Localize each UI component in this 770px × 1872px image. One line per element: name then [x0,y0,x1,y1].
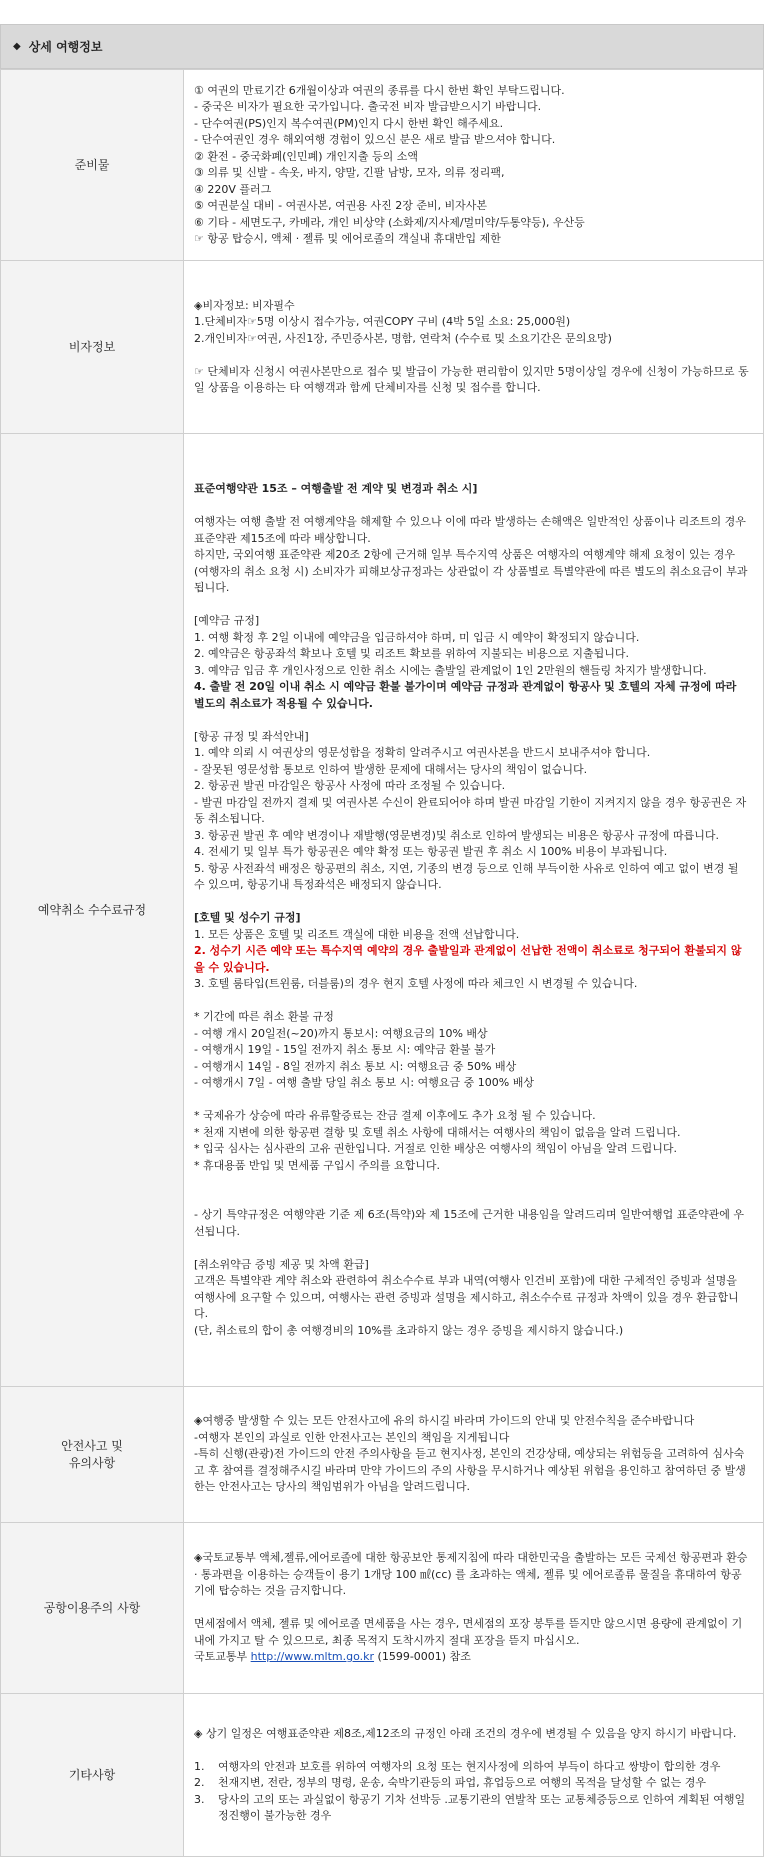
blank-line [194,347,749,364]
text-line: [호텔 및 성수기 규정] [194,911,301,924]
blank-line [194,498,749,515]
list-item: 3. 당사의 고의 또는 과실없이 항공기 기차 선박등 .교통기관의 연발착 또는 교통체증등으로 인하여 계획된 여행일정진행이 불가능한 경우 [194,1792,746,1822]
text-line: ④ 220V 플러그 [194,182,272,196]
row-etc [1,1694,764,1857]
row-label: 비자정보 [1,261,184,434]
text-line: 하지만, 국외여행 표준약관 제20조 2항에 근거해 일부 특수지역 상품은 여행자의 여행계약 해제 요청이 있는 경우(여행자의 취소 요청 시) 소비자가 피해보상규정과는 상관없이 각 상품별로 특별약관에 따른 별도의 취소요금이 부과됩니다. [194,548,748,594]
row-content [184,1387,764,1523]
text-line: 여행사에 요구할 수 있으며, 여행사는 관련 증빙과 설명을 제시하고, 취소수수료 규정과 차액이 있을 경우 환급합니다. [194,1290,739,1320]
reference-line: 국토교통부 http://www.mltm.go.kr (1599-0001) 참조 [194,1650,471,1664]
text-line: 3. 호텔 룸타입(트윈룸, 더블룸)의 경우 현지 호텔 사정에 따라 체크인 시 변경될 수 있습니다. [194,977,638,990]
text-line: ③ 의류 및 신발 - 속옷, 바지, 양말, 긴팔 남방, 모자, 의류 정리팩, [194,166,505,179]
blank-line [194,894,749,911]
text-line: - 상기 특약규정은 여행약관 기준 제 6조(특약)와 제 15조에 근거한 내용임을 알려드리며 일반여행업 표준약관에 우선됩니다. [194,1208,745,1238]
text-line: 2. 성수기 시즌 예약 또는 특수지역 예약의 경우 출발일과 관계없이 선납한 전액이 취소료로 청구되어 환불되지 않을 수 있습니다. [194,944,742,974]
text-line: - 여행개시 7일 - 여행 출발 당일 취소 통보 시: 여행요금 중 100% 배상 [194,1076,534,1089]
row-safety [1,1387,764,1523]
text-line: * 기간에 따른 취소 환불 규정 [194,1010,334,1023]
row-content [184,1523,764,1694]
row-label: 공항이용주의 사항 [1,1523,184,1694]
blank-line [194,1600,749,1617]
text-line: 면세점에서 액체, 젤류 및 에어로졸 면세품을 사는 경우, 면세점의 포장 봉투를 뜯지만 않으시면 용량에 관계없이 기내에 가지고 탈 수 있으므로, 최종 목적지 도착시까지 절대 포장을 뜯지 마십시오. [194,1617,743,1647]
text-line: 고객은 특별약관 계약 취소와 관련하여 취소수수료 부과 내역(여행사 인건비 포함)에 대한 구체적인 증빙과 설명을 [194,1274,737,1287]
text-line: ◈비자정보: 비자필수 [194,298,295,312]
row-supplies [1,70,764,261]
text-line: - 잘못된 영문성함 통보로 인하여 발생한 문제에 대해서는 당사의 책임이 없습니다. [194,762,588,776]
travel-info-panel [0,24,764,1857]
blank-line [194,993,749,1010]
text-line: - 단수여권인 경우 해외여행 경험이 있으신 분은 새로 발급 받으셔야 합니다. [194,133,556,146]
text-line: 2.개인비자☞여권, 사진1장, 주민증사본, 명함, 연락처 (수수료 및 소요기간은 문의요망) [194,331,612,345]
text-line: 4. 출발 전 20일 이내 취소 시 예약금 환불 불가이며 예약금 규정과 관계없이 항공사 및 호텔의 자체 규정에 따라 별도의 취소료가 적용될 수 있습니다. [194,680,737,710]
header-title: 상세 여행정보 [28,40,103,54]
row-content [184,434,764,1387]
text-line: ☞ 단체비자 신청시 여권사본만으로 접수 및 발급이 가능한 편리함이 있지만 5명이상일 경우에 신청이 가능하므로 동일 상품을 이용하는 타 여행객과 함께 단체비자를 신청 및 접수를 합니다. [194,364,749,394]
row-content [184,261,764,434]
blank-line [194,1240,749,1257]
text-line: [취소위약금 증빙 제공 및 차액 환급] [194,1257,369,1271]
text-line: 1. 여행 확정 후 2일 이내에 예약금을 입금하셔야 하며, 미 입금 시 예약이 확정되지 않습니다. [194,630,640,644]
text-line: 표준여행약관 15조 – 여행출발 전 계약 및 변경과 취소 시] [194,482,478,495]
text-line: - 중국은 비자가 필요한 국가입니다. 출국전 비자 발급받으시기 바랍니다. [194,100,542,113]
text-line: - 여행개시 14일 - 8일 전까지 취소 통보 시: 여행요금 중 50% 배상 [194,1059,517,1073]
mltm-link[interactable]: http://www.mltm.go.kr [250,1650,375,1664]
text-line: 5. 항공 사전좌석 배정은 항공편의 취소, 지연, 기종의 변경 등으로 인해 부득이한 사유로 인하여 예고 없이 변경 될 수 있으며, 항공기내 특정좌석은 배정되지 않습니다. [194,861,739,891]
list-item: 2. 천재지변, 전란, 정부의 명령, 운송, 숙박기관등의 파업, 휴업등으로 여행의 목적을 달성할 수 없는 경우 [194,1776,706,1789]
text-line: - 여행 개시 20일전(~20)까지 통보시: 여행요금의 10% 배상 [194,1026,488,1040]
text-line: ⑤ 여권분실 대비 - 여권사본, 여권용 사진 2장 준비, 비자사본 [194,199,488,212]
text-line: 2. 예약금은 항공좌석 확보나 호텔 및 리조트 확보를 위하여 지불되는 비용으로 지출됩니다. [194,647,629,660]
text-line: 1. 모든 상품은 호텔 및 리조트 객실에 대한 비용을 전액 선납합니다. [194,927,520,941]
info-table [0,69,764,1857]
text-line: ◈여행중 발생할 수 있는 모든 안전사고에 유의 하시길 바라며 가이드의 안내 및 안전수칙을 준수바랍니다 [194,1414,695,1428]
text-line: * 입국 심사는 심사관의 고유 권한입니다. 거절로 인한 배상은 여행사의 책임이 아님을 알려 드립니다. [194,1142,677,1155]
text-line: ◈국토교통부 액체,젤류,에어로졸에 대한 항공보안 통제지침에 따라 대한민국을 출발하는 모든 국제선 항공편과 환승 · 통과편을 이용하는 승객들이 용기 1개당 100 ㎖(cc) 를 초과하는 액체, 젤류 및 에어로졸류 물질을 휴대하여 항공기에 탑승하는 것을 금지합니다. [194,1551,748,1598]
row-label: 준비물 [1,70,184,261]
row-cancellation [1,434,764,1387]
text-line: * 국제유가 상승에 따라 유류할증료는 잔금 결제 이후에도 추가 요청 될 수 있습니다. [194,1109,596,1122]
text-line: * 천재 지변에 의한 항공편 결항 및 호텔 취소 사항에 대해서는 여행사의 책임이 없음을 알려 드립니다. [194,1125,681,1139]
blank-line [194,1174,749,1191]
text-line: ☞ 항공 탑승시, 액체 · 젤류 및 에어로졸의 객실내 휴대반입 제한 [194,232,501,245]
blank-line [194,597,749,614]
row-label: 예약취소 수수료규정 [1,434,184,1387]
row-airport [1,1523,764,1694]
row-content [184,1694,764,1857]
text-line: (단, 취소료의 합이 총 여행경비의 10%를 초과하지 않는 경우 증빙을 제시하지 않습니다.) [194,1323,624,1337]
text-line: * 휴대용품 반입 및 면세품 구입시 주의를 요합니다. [194,1158,440,1172]
text-line: - 단수여권(PS)인지 복수여권(PM)인지 다시 한번 확인 해주세요. [194,116,504,130]
text-line: - 발권 마감일 전까지 결제 및 여권사본 수신이 완료되어야 하며 발권 마감일 기한이 지켜지지 않을 경우 항공권은 자동 취소됩니다. [194,795,747,825]
text-line: 3. 예약금 입금 후 개인사정으로 인한 취소 시에는 출발일 관계없이 1인 2만원의 핸들링 차지가 발생합니다. [194,663,707,677]
text-line: -특히 신행(관광)전 가이드의 안전 주의사항을 듣고 현지사정, 본인의 건강상태, 예상되는 위험등을 고려하여 심사숙고 후 참여를 결정해주시길 바라며 만약 가이드의 주의 사항을 무시하거나 예상된 위험을 용인하고 참여하던 중 발생한는 안전사고는 당사의 책임범위가 아님을 알려드립니다. [194,1447,746,1494]
text-line: ② 환전 - 중국화폐(인민폐) 개인지출 등의 소액 [194,149,419,163]
text-line: ① 여권의 만료기간 6개월이상과 여권의 종류를 다시 한번 확인 부탁드립니다. [194,83,565,97]
text-line: 3. 항공권 발권 후 예약 변경이나 재발행(영문변경)및 취소로 인하여 발생되는 비용은 항공사 규정에 따릅니다. [194,828,719,842]
text-line: 1. 예약 의뢰 시 여권상의 영문성함을 정확히 알려주시고 여권사본을 반드시 보내주셔야 합니다. [194,746,651,759]
blank-line [194,1092,749,1109]
blank-line [194,712,749,729]
row-visa [1,261,764,434]
text-line: [항공 규정 및 좌석안내] [194,729,309,743]
diamond-bullet-icon: ◆ [13,41,21,52]
text-line: 2. 항공권 발권 마감일은 항공사 사정에 따라 조정될 수 있습니다. [194,779,506,792]
blank-line [194,1191,749,1208]
text-line: 4. 전세기 및 일부 특가 항공권은 예약 확정 또는 항공권 발권 후 취소 시 100% 비용이 부과됩니다. [194,845,668,858]
row-content [184,70,764,261]
row-label: 기타사항 [1,1694,184,1857]
text-line: 1.단체비자☞5명 이상시 접수가능, 여권COPY 구비 (4박 5일 소요: 25,000원) [194,315,571,328]
text-line: 여행자는 여행 출발 전 여행계약을 해제할 수 있으나 이에 따라 발생하는 손해액은 일반적인 상품이나 리조트의 경우 표준약관 제15조에 따라 배상합니다. [194,515,746,545]
etc-intro: ◈ 상기 일정은 여행표준약관 제8조,제12조의 규정인 아래 조건의 경우에 변경될 수 있음을 양지 하시기 바랍니다. [194,1726,737,1740]
section-header [0,24,764,69]
text-line: -여행자 본인의 과실로 인한 안전사고는 본인의 책임을 지게됩니다 [194,1430,510,1444]
row-label: 안전사고 및 유의사항 [1,1387,184,1523]
text-line: ⑥ 기타 - 세면도구, 카메라, 개인 비상약 (소화제/지사제/멀미약/두통약등), 우산등 [194,215,585,229]
text-line: - 여행개시 19일 - 15일 전까지 취소 통보 시: 예약금 환불 불가 [194,1043,496,1056]
text-line: [예약금 규정] [194,614,260,627]
list-item: 1. 여행자의 안전과 보호를 위하여 여행자의 요청 또는 현지사정에 의하여 부득이 하다고 쌍방이 합의한 경우 [194,1759,721,1773]
